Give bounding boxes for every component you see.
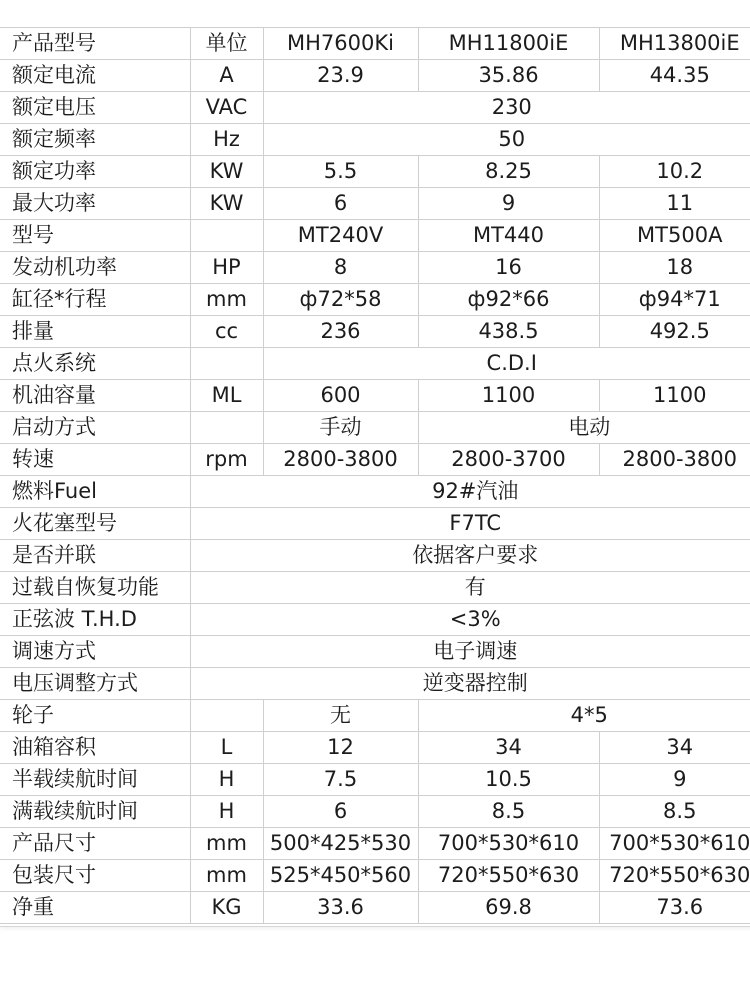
table-row — [0, 604, 750, 636]
table-cell: 92#汽油 — [190, 476, 750, 508]
row-label-cell: 型号 — [0, 220, 190, 252]
table-cell: cc — [190, 316, 263, 348]
table-row — [0, 732, 750, 764]
table-row — [0, 860, 750, 892]
table-cell: 4*5 — [418, 700, 750, 732]
table-cell: 电子调速 — [190, 636, 750, 668]
row-label-cell: 油箱容积 — [0, 732, 190, 764]
table-cell: A — [190, 60, 263, 92]
table-row — [0, 316, 750, 348]
table-cell — [190, 412, 263, 444]
table-cell: ф72*58 — [263, 284, 418, 316]
table-cell: 8 — [263, 252, 418, 284]
table-cell: 6 — [263, 796, 418, 828]
table-cell — [190, 220, 263, 252]
row-label-cell: 净重 — [0, 892, 190, 924]
table-cell: 500*425*530 — [263, 828, 418, 860]
table-cell: 11 — [599, 188, 750, 220]
table-cell: mm — [190, 860, 263, 892]
table-cell: mm — [190, 828, 263, 860]
table-cell: Hz — [190, 124, 263, 156]
table-cell: 73.6 — [599, 892, 750, 924]
table-cell: C.D.I — [263, 348, 750, 380]
table-row — [0, 60, 750, 92]
table-cell: 236 — [263, 316, 418, 348]
table-cell: 35.86 — [418, 60, 599, 92]
row-label-cell: 启动方式 — [0, 412, 190, 444]
table-cell: 8.5 — [599, 796, 750, 828]
table-cell: HP — [190, 252, 263, 284]
row-label-cell: 产品型号 — [0, 28, 190, 60]
table-row — [0, 188, 750, 220]
table-cell: KW — [190, 188, 263, 220]
table-cell: 18 — [599, 252, 750, 284]
table-header-row — [0, 28, 750, 60]
row-label-cell: 排量 — [0, 316, 190, 348]
table-cell: F7TC — [190, 508, 750, 540]
row-label-cell: 轮子 — [0, 700, 190, 732]
table-cell: 8.25 — [418, 156, 599, 188]
row-label-cell: 额定电流 — [0, 60, 190, 92]
table-cell: 438.5 — [418, 316, 599, 348]
table-cell: 600 — [263, 380, 418, 412]
table-cell — [190, 348, 263, 380]
table-cell: 492.5 — [599, 316, 750, 348]
table-cell: 10.5 — [418, 764, 599, 796]
table-cell: 69.8 — [418, 892, 599, 924]
row-label-cell: 缸径*行程 — [0, 284, 190, 316]
table-cell: MT240V — [263, 220, 418, 252]
row-label-cell: 产品尺寸 — [0, 828, 190, 860]
row-label-cell: 额定功率 — [0, 156, 190, 188]
row-label-cell: 过载自恢复功能 — [0, 572, 190, 604]
table-row — [0, 572, 750, 604]
row-label-cell: 包装尺寸 — [0, 860, 190, 892]
header-cell: MH13800iE — [599, 28, 750, 60]
table-cell: 23.9 — [263, 60, 418, 92]
table-cell: 34 — [599, 732, 750, 764]
table-cell: 50 — [263, 124, 750, 156]
table-row — [0, 348, 750, 380]
row-label-cell: 额定频率 — [0, 124, 190, 156]
row-label-cell: 燃料Fuel — [0, 476, 190, 508]
row-label-cell: 发动机功率 — [0, 252, 190, 284]
table-cell — [190, 700, 263, 732]
table-cell: 1100 — [599, 380, 750, 412]
table-cell: H — [190, 764, 263, 796]
table-cell: <3% — [190, 604, 750, 636]
row-label-cell: 电压调整方式 — [0, 668, 190, 700]
table-cell: VAC — [190, 92, 263, 124]
table-cell: 700*530*610 — [418, 828, 599, 860]
table-cell: mm — [190, 284, 263, 316]
table-cell: 6 — [263, 188, 418, 220]
table-row — [0, 476, 750, 508]
table-cell: 依据客户要求 — [190, 540, 750, 572]
table-row — [0, 540, 750, 572]
table-cell: 8.5 — [418, 796, 599, 828]
spec-table — [0, 27, 750, 924]
table-cell: 2800-3800 — [599, 444, 750, 476]
table-row — [0, 764, 750, 796]
row-label-cell: 是否并联 — [0, 540, 190, 572]
table-cell: MT500A — [599, 220, 750, 252]
table-cell: 700*530*610 — [599, 828, 750, 860]
row-label-cell: 火花塞型号 — [0, 508, 190, 540]
row-label-cell: 调速方式 — [0, 636, 190, 668]
table-row — [0, 828, 750, 860]
table-row — [0, 92, 750, 124]
table-cell: 1100 — [418, 380, 599, 412]
table-cell: 7.5 — [263, 764, 418, 796]
table-row — [0, 508, 750, 540]
table-row — [0, 668, 750, 700]
header-cell: 单位 — [190, 28, 263, 60]
table-row — [0, 412, 750, 444]
table-row — [0, 444, 750, 476]
table-cell: ф92*66 — [418, 284, 599, 316]
row-label-cell: 点火系统 — [0, 348, 190, 380]
table-row — [0, 636, 750, 668]
table-cell: 16 — [418, 252, 599, 284]
row-label-cell: 转速 — [0, 444, 190, 476]
table-row — [0, 380, 750, 412]
row-label-cell: 正弦波 T.H.D — [0, 604, 190, 636]
table-cell: 手动 — [263, 412, 418, 444]
table-row — [0, 156, 750, 188]
table-cell: 230 — [263, 92, 750, 124]
table-cell: 33.6 — [263, 892, 418, 924]
table-cell: 有 — [190, 572, 750, 604]
table-cell: 9 — [599, 764, 750, 796]
table-cell: 34 — [418, 732, 599, 764]
table-cell: 44.35 — [599, 60, 750, 92]
row-label-cell: 满载续航时间 — [0, 796, 190, 828]
table-row — [0, 124, 750, 156]
table-cell: MT440 — [418, 220, 599, 252]
table-row — [0, 796, 750, 828]
table-cell: KW — [190, 156, 263, 188]
table-cell: 10.2 — [599, 156, 750, 188]
table-cell: ф94*71 — [599, 284, 750, 316]
table-row — [0, 892, 750, 924]
table-cell: H — [190, 796, 263, 828]
table-row — [0, 220, 750, 252]
table-cell: 电动 — [418, 412, 750, 444]
table-cell: L — [190, 732, 263, 764]
table-row — [0, 700, 750, 732]
table-cell: 720*550*630 — [418, 860, 599, 892]
row-label-cell: 机油容量 — [0, 380, 190, 412]
table-cell: ML — [190, 380, 263, 412]
row-label-cell: 额定电压 — [0, 92, 190, 124]
table-cell: rpm — [190, 444, 263, 476]
table-cell: 2800-3800 — [263, 444, 418, 476]
table-cell: 12 — [263, 732, 418, 764]
table-cell: 逆变器控制 — [190, 668, 750, 700]
table-cell: 9 — [418, 188, 599, 220]
table-row — [0, 284, 750, 316]
table-cell: 525*450*560 — [263, 860, 418, 892]
row-label-cell: 半载续航时间 — [0, 764, 190, 796]
table-cell: KG — [190, 892, 263, 924]
table-cell: 720*550*630 — [599, 860, 750, 892]
table-cell: 无 — [263, 700, 418, 732]
table-row — [0, 252, 750, 284]
table-cell: 2800-3700 — [418, 444, 599, 476]
header-cell: MH11800iE — [418, 28, 599, 60]
header-cell: MH7600Ki — [263, 28, 418, 60]
row-label-cell: 最大功率 — [0, 188, 190, 220]
spec-table-body — [0, 28, 750, 924]
table-cell: 5.5 — [263, 156, 418, 188]
